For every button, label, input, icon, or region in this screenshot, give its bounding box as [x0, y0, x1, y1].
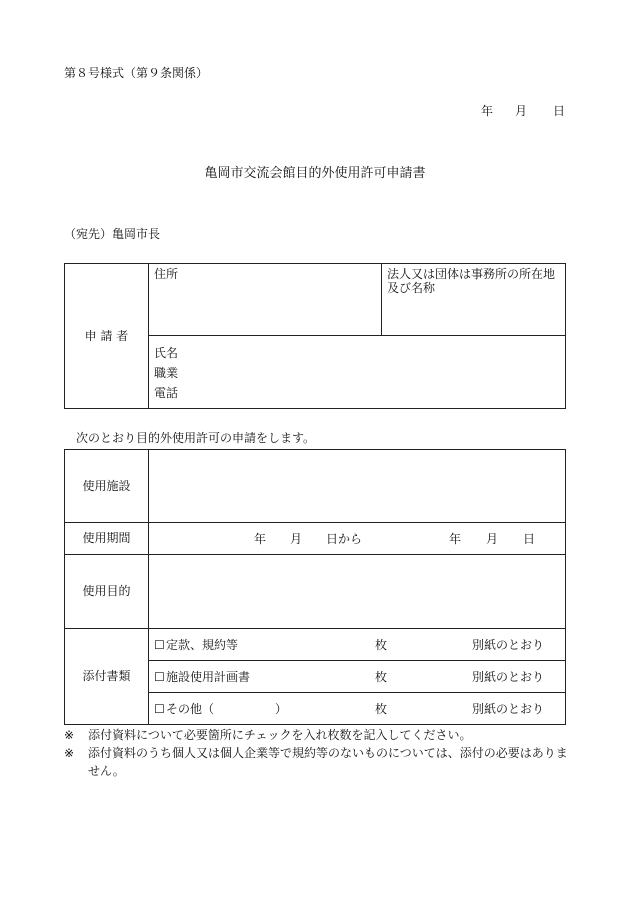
attachment-row: [149, 629, 566, 661]
attachment-row: [149, 661, 566, 693]
attachment-close-paren: ）: [275, 701, 288, 716]
period-label-cell: [65, 523, 149, 555]
attachment-name: 定款、規約等: [166, 637, 239, 652]
period-month-to: 月: [486, 531, 499, 546]
note-2: [64, 744, 569, 780]
form-number: 第８号様式（第９条関係）: [64, 66, 209, 80]
facility-field[interactable]: [149, 450, 566, 523]
purpose-label-cell: [65, 555, 149, 629]
period-label: 使用期間: [82, 531, 131, 546]
period-year-from: 年: [254, 531, 267, 546]
attachment-note: 別紙のとおり: [472, 669, 545, 684]
purpose-label: 使用目的: [82, 584, 131, 599]
applicant-table: [64, 263, 566, 409]
form-title: 亀岡市交流会館目的外使用許可申請書: [204, 166, 426, 181]
note-text: 添付資料のうち個人又は個人企業等で規約等のないものについては、添付の必要はありません。: [88, 746, 568, 778]
phone-label: 電話: [154, 386, 179, 400]
applicant-label: 申 請 者: [84, 328, 129, 343]
attachment-count-unit: 枚: [375, 701, 388, 716]
corporate-field[interactable]: [382, 264, 566, 336]
attachments-label: 添付書類: [82, 669, 131, 684]
note-mark: ※: [64, 728, 75, 742]
attachment-count-unit: 枚: [375, 669, 388, 684]
attachment-count-unit: 枚: [375, 637, 388, 652]
attachment-checkbox[interactable]: ☐: [154, 669, 165, 684]
attachments-label-cell: [65, 629, 149, 725]
name-label: 氏名: [154, 346, 179, 360]
period-day-from: 日から: [326, 531, 363, 546]
purpose-field[interactable]: [149, 555, 566, 629]
request-statement: 次のとおり目的外使用許可の申請をします。: [76, 431, 316, 445]
attachment-checkbox[interactable]: ☐: [154, 701, 165, 716]
period-day-to: 日: [523, 531, 536, 546]
note-mark: ※: [64, 746, 75, 760]
personal-info-field[interactable]: [149, 336, 566, 409]
attachment-note: 別紙のとおり: [472, 701, 545, 716]
facility-label-cell: [65, 450, 149, 523]
note-text: 添付資料について必要箇所にチェックを入れ枚数を記入してください。: [88, 728, 472, 742]
period-year-to: 年: [449, 531, 462, 546]
attachment-name: 施設使用計画書: [166, 669, 251, 684]
applicant-label-cell: [65, 264, 149, 409]
attachment-note: 別紙のとおり: [472, 637, 545, 652]
note-1: [64, 726, 569, 744]
facility-label: 使用施設: [82, 478, 131, 493]
date-year-label: 年: [481, 104, 494, 118]
date-month-label: 月: [515, 104, 528, 118]
address-label: 住所: [154, 267, 179, 281]
period-month-from: 月: [290, 531, 303, 546]
corporate-label: 法人又は団体は事務所の所在地及び名称: [387, 267, 556, 296]
request-table: [64, 449, 566, 725]
date-day-label: 日: [553, 104, 566, 118]
attachment-row: [149, 693, 566, 725]
attachment-checkbox[interactable]: ☐: [154, 637, 165, 652]
addressee: （宛先）亀岡市長: [64, 227, 161, 241]
occupation-label: 職業: [154, 366, 179, 380]
address-field[interactable]: [149, 264, 382, 336]
period-field[interactable]: [149, 523, 566, 555]
attachment-name: その他（: [166, 701, 215, 716]
